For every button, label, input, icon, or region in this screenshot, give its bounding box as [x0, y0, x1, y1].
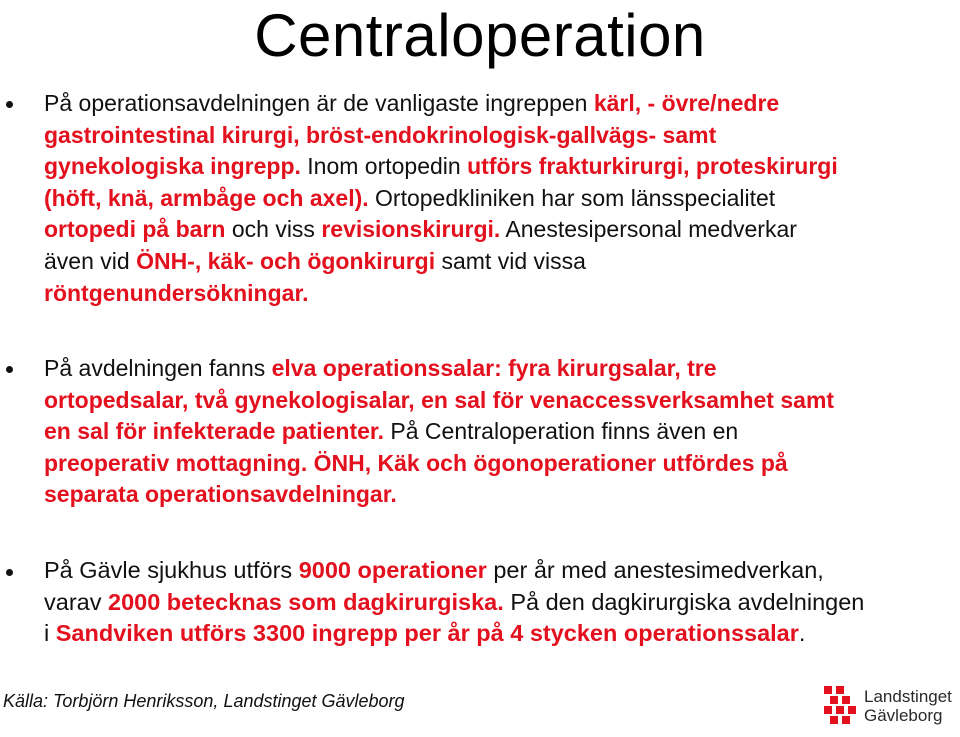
text-line [44, 587, 960, 619]
landstinget-logo-mark-icon [822, 684, 860, 728]
plain-text: . [798, 620, 806, 647]
bullet-text [44, 555, 960, 650]
bullet-dot [6, 366, 13, 373]
highlighted-text: elva operationssalar: fyra kirurgsalar, tre [271, 355, 717, 381]
highlighted-text: (höft, knä, armbåge och axel). [44, 184, 369, 211]
source-credit: Källa: Torbjörn Henriksson, Landstinget Gävleborg [3, 691, 405, 711]
text-line [44, 555, 960, 587]
logo-line1: Landstinget [864, 687, 952, 706]
plain-text: På Centraloperation finns även en [384, 418, 739, 445]
plain-text: På den dagkirurgiska avdelningen [503, 588, 865, 615]
highlighted-text: ortopedsalar, två gynekologisalar, en sal för venaccessverksamhet samt [44, 386, 835, 413]
logo-wordmark [864, 687, 952, 725]
text-line [44, 151, 949, 183]
text-line [44, 353, 949, 385]
slide-title: Centraloperation [254, 2, 706, 69]
bullet-dot [6, 101, 13, 108]
text-line [44, 416, 949, 448]
plain-text: och viss [225, 216, 322, 243]
text-line [44, 618, 960, 650]
text-line [44, 183, 949, 215]
text-line [44, 120, 949, 152]
bullet-dot [6, 569, 13, 576]
landstinget-logo [822, 680, 952, 732]
bullet-text [44, 353, 949, 511]
highlighted-text: en sal för infekterade patienter. [44, 418, 385, 445]
highlighted-text: preoperativ mottagning. ÖNH, Käk och ögonoperationer utfördes på [44, 449, 788, 476]
highlighted-text: kärl, - övre/nedre [593, 90, 780, 116]
text-line [44, 479, 949, 511]
logo-line2: Gävleborg [864, 706, 943, 725]
plain-text: På avdelningen fanns [44, 355, 272, 381]
bullet-text [44, 88, 949, 309]
plain-text: På Gävle sjukhus utförs [44, 557, 299, 583]
plain-text: Ortopedkliniken har som länsspecialitet [368, 184, 776, 211]
plain-text: På operationsavdelningen är de vanligaste ingreppen [44, 90, 594, 116]
highlighted-text: Sandviken utförs 3300 ingrepp per år på 4 stycken operationssalar [55, 620, 799, 647]
highlighted-text: 9000 operationer [298, 557, 487, 583]
highlighted-text: revisionskirurgi. [321, 216, 501, 243]
text-line [44, 246, 949, 278]
highlighted-text: separata operationsavdelningar. [44, 481, 397, 508]
text-line [44, 88, 949, 120]
highlighted-text: utförs frakturkirurgi, proteskirurgi [467, 153, 838, 180]
text-line [44, 385, 949, 417]
highlighted-text: gastrointestinal kirurgi, bröst-endokrinologisk-gallvägs- samt [44, 121, 717, 148]
highlighted-text: ÖNH-, käk- och ögonkirurgi [136, 247, 436, 274]
plain-text: varav [44, 588, 108, 615]
plain-text: Inom ortopedin [300, 153, 468, 180]
text-line [44, 214, 949, 246]
plain-text: i [44, 620, 56, 647]
plain-text: samt vid vissa [435, 247, 586, 274]
plain-text: Anestesipersonal medverkar [500, 216, 797, 243]
highlighted-text: gynekologiska ingrepp. [44, 153, 301, 180]
text-line [44, 448, 949, 480]
highlighted-text: ortopedi på barn [44, 216, 226, 243]
highlighted-text: röntgenundersökningar. [44, 279, 309, 306]
text-line [44, 278, 949, 310]
plain-text: även vid [44, 247, 137, 274]
plain-text: per år med anestesimedverkan, [486, 557, 824, 583]
highlighted-text: 2000 betecknas som dagkirurgiska. [108, 588, 504, 615]
